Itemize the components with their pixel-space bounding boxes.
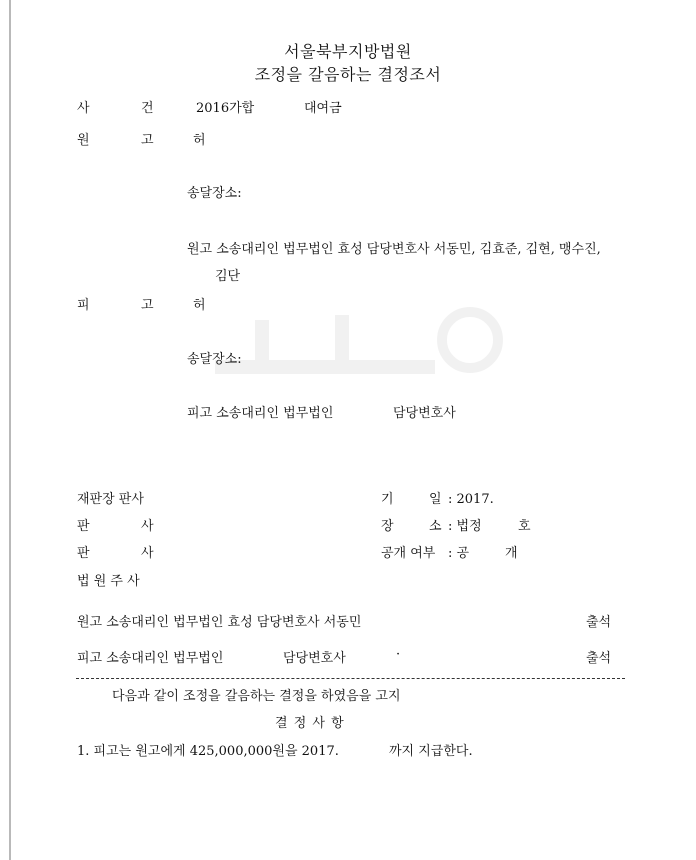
faint-watermark <box>195 300 515 410</box>
case-number: 2016가합 <box>196 101 255 116</box>
plaintiff-attorney-line-2: 김단 <box>215 269 241 284</box>
case-name: 대여금 <box>304 101 342 116</box>
attendance-status-defendant: 출석 <box>586 651 612 666</box>
attendance-row-defendant-dot: · <box>396 647 401 662</box>
case-label-char-2: 건 <box>141 101 154 116</box>
defendant-attorney-title: 담당변호사 <box>393 406 456 421</box>
plaintiff-service-address-label: 송달장소: <box>187 186 242 201</box>
place-label-char-2: 소 <box>429 519 442 534</box>
notice-statement: 다음과 같이 조정을 갈음하는 결정을 하였음을 고지 <box>112 689 401 704</box>
date-label-char-2: 일 <box>429 492 442 507</box>
public-hearing-value: : 공 <box>448 546 470 561</box>
court-name-heading: 서울북부지방법원 <box>284 42 412 61</box>
decision-item-1-end: 까지 지급한다. <box>389 744 473 759</box>
place-label-char-1: 장 <box>381 519 394 534</box>
judge-1-label-char-2: 사 <box>141 519 154 534</box>
attendance-row-defendant-title: 담당변호사 <box>283 651 346 666</box>
date-label-char-1: 기 <box>381 492 394 507</box>
decision-item-1-main: 1. 피고는 원고에게 425,000,000원을 2017. <box>77 744 339 759</box>
session-room-suffix: 호 <box>518 519 531 534</box>
defendant-attorney-firm: 피고 소송대리인 법무법인 <box>187 406 334 421</box>
attendance-row-plaintiff: 원고 소송대리인 법무법인 효성 담당변호사 서동민 <box>77 615 362 630</box>
judge-1-label-char-1: 판 <box>77 519 90 534</box>
dashed-separator <box>76 678 625 679</box>
public-hearing-suffix: 개 <box>505 546 518 561</box>
defendant-service-address-label: 송달장소: <box>187 352 242 367</box>
judge-2-label-char-2: 사 <box>141 546 154 561</box>
public-hearing-label: 공개 여부 <box>381 546 436 561</box>
session-place-value: : 법정 <box>448 519 482 534</box>
judge-2-label-char-1: 판 <box>77 546 90 561</box>
defendant-label-char-1: 피 <box>77 298 90 313</box>
defendant-label-char-2: 고 <box>141 298 154 313</box>
court-clerk-label: 법 원 주 사 <box>77 574 140 589</box>
decision-section-title: 결 정 사 항 <box>275 716 345 731</box>
plaintiff-label-char-2: 고 <box>141 133 154 148</box>
plaintiff-label-char-1: 원 <box>77 133 90 148</box>
case-label-char-1: 사 <box>77 101 90 116</box>
plaintiff-attorney-line-1: 원고 소송대리인 법무법인 효성 담당변호사 서동민, 김효준, 김현, 맹수진, <box>187 242 601 257</box>
attendance-row-defendant-firm: 피고 소송대리인 법무법인 <box>77 651 224 666</box>
session-date-value: : 2017. <box>448 492 494 507</box>
attendance-status-plaintiff: 출석 <box>586 615 612 630</box>
document-title: 조정을 갈음하는 결정조서 <box>254 65 442 84</box>
presiding-judge-label: 재판장 판사 <box>77 492 144 507</box>
plaintiff-name: 허 <box>193 133 206 148</box>
defendant-name: 허 <box>193 298 206 313</box>
